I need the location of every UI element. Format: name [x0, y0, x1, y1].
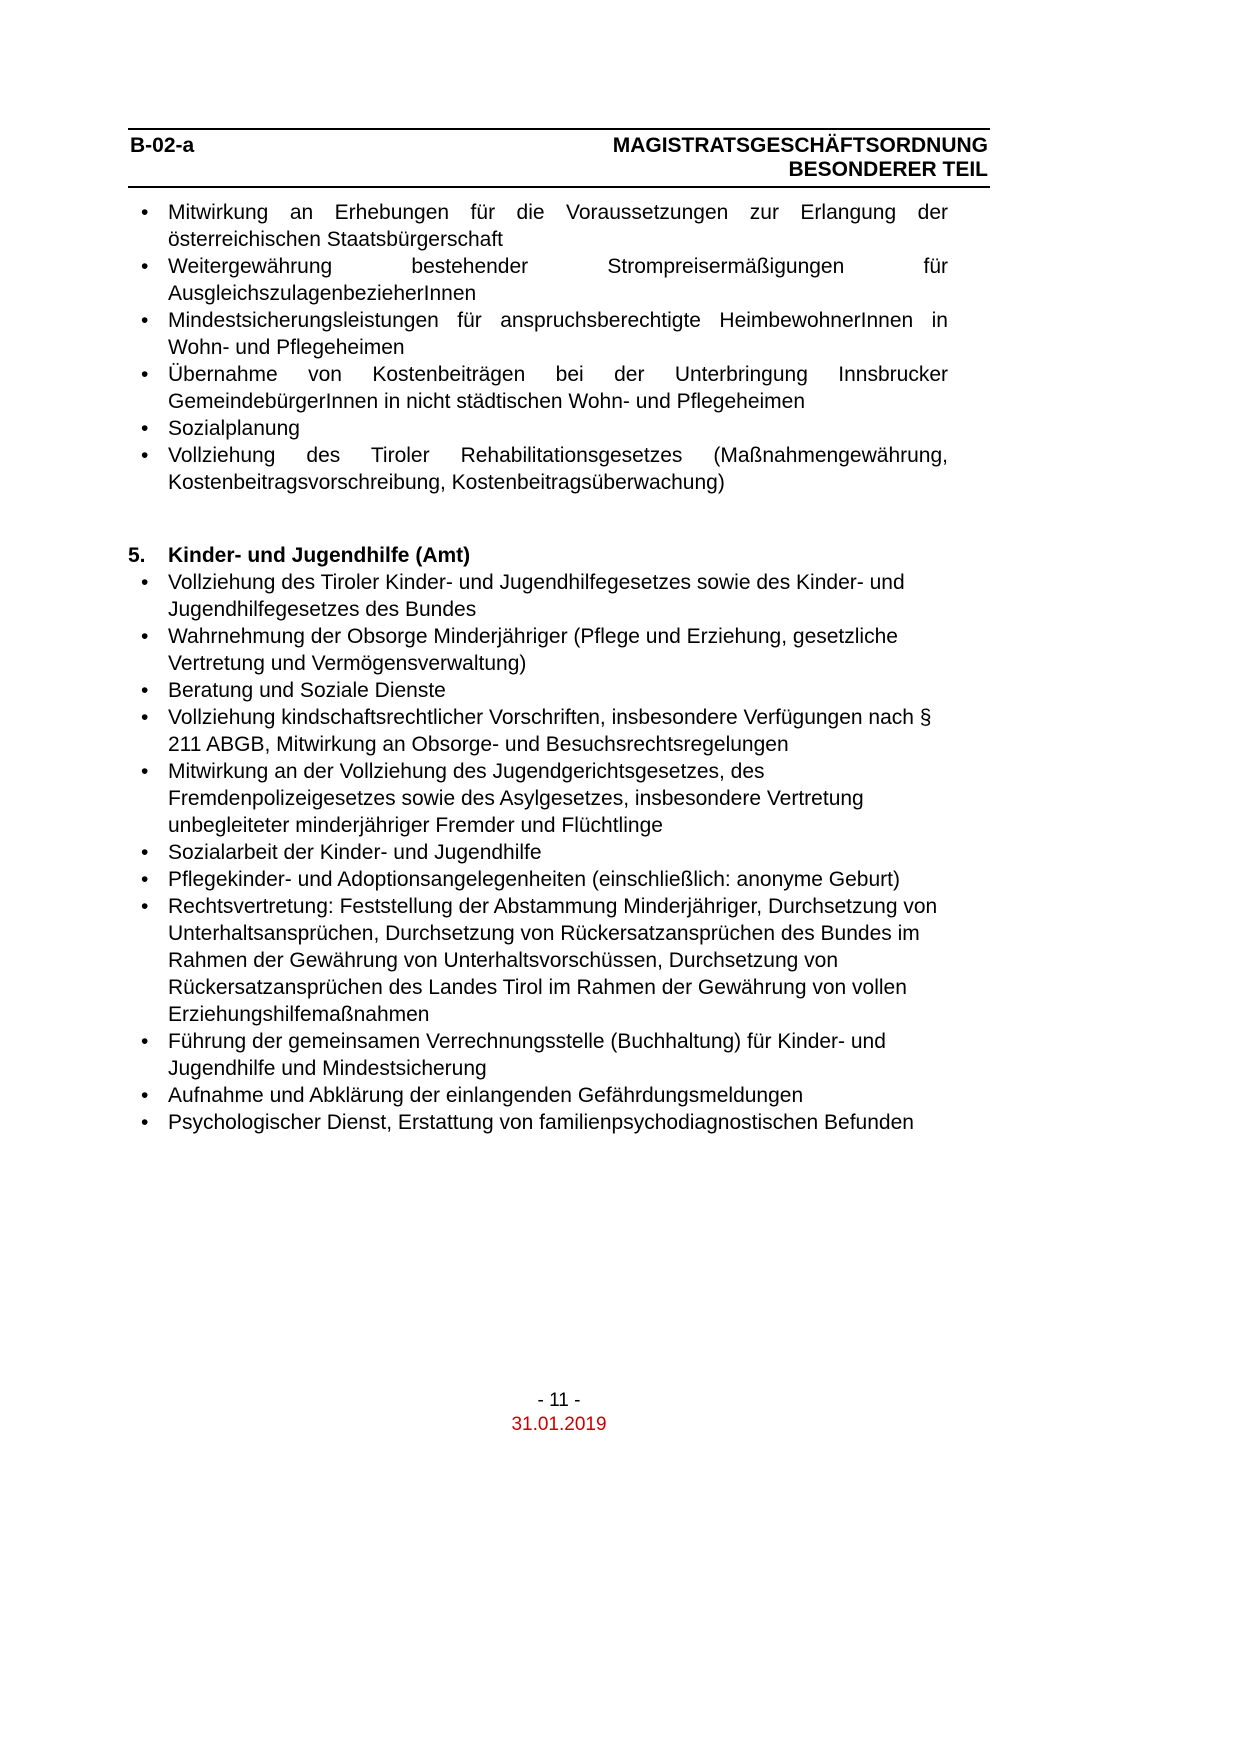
bullet-marker: •: [141, 868, 149, 891]
bullet-marker: •: [141, 201, 149, 224]
document-header: [128, 128, 990, 188]
list-item: [128, 623, 948, 677]
bullet-marker: •: [141, 1084, 149, 1107]
list-item: [128, 1028, 948, 1082]
list-item-text: Sozialplanung: [168, 417, 300, 440]
list-item-text: Mitwirkung an Erhebungen für die Voraussetzungen zur Erlangung der österreichischen Staatsbürgerschaft: [168, 201, 948, 251]
list-item-text: Rechtsvertretung: Feststellung der Abstammung Minderjähriger, Durchsetzung von Unterhaltsansprüchen, Durchsetzung von Rückersatzansprüchen des Bundes im Rahmen der Gewährung von Unterhaltsvorschüssen, Durchsetzung von Rückersatzansprüchen des Landes Tirol im Rahmen der Gewährung von vollen Erziehungshilfemaßnahmen: [168, 895, 938, 1026]
document-title-line1: MAGISTRATSGESCHÄFTSORDNUNG: [612, 134, 988, 157]
bullet-marker: •: [141, 363, 149, 386]
document-title: [613, 134, 988, 182]
list-item: [128, 307, 948, 361]
bullet-marker: •: [141, 760, 149, 783]
bullet-marker: •: [141, 309, 149, 332]
bullet-list-2: [128, 569, 948, 1136]
bullet-marker: •: [141, 1030, 149, 1053]
bullet-marker: •: [141, 841, 149, 864]
list-item: [128, 893, 948, 1028]
list-item-text: Sozialarbeit der Kinder- und Jugendhilfe: [168, 841, 542, 864]
list-item-text: Weitergewährung bestehender Strompreisermäßigungen für AusgleichszulagenbezieherInnen: [168, 255, 948, 305]
list-item: [128, 199, 948, 253]
list-item-text: Vollziehung kindschaftsrechtlicher Vorschriften, insbesondere Verfügungen nach § 211 ABGB, Mitwirkung an Obsorge- und Besuchsrechtsregelungen: [168, 706, 932, 756]
list-item-text: Aufnahme und Abklärung der einlangenden Gefährdungsmeldungen: [168, 1084, 804, 1107]
bullet-marker: •: [141, 625, 149, 648]
list-item: [128, 1082, 948, 1109]
bullet-marker: •: [141, 255, 149, 278]
list-item-text: Vollziehung des Tiroler Rehabilitationsgesetzes (Maßnahmengewährung, Kostenbeitragsvorschreibung, Kostenbeitragsüberwachung): [168, 444, 948, 494]
document-body: [128, 199, 948, 1136]
list-item: [128, 1109, 948, 1136]
list-item-text: Führung der gemeinsamen Verrechnungsstelle (Buchhaltung) für Kinder- und Jugendhilfe und Mindestsicherung: [168, 1030, 886, 1080]
list-item-text: Psychologischer Dienst, Erstattung von familienpsychodiagnostischen Befunden: [168, 1111, 914, 1134]
list-item: [128, 758, 948, 839]
bullet-marker: •: [141, 417, 149, 440]
list-item: [128, 415, 948, 442]
list-item-text: Mindestsicherungsleistungen für anspruchsberechtigte HeimbewohnerInnen in Wohn- und Pflegeheimen: [168, 309, 948, 359]
page-number: - 11 -: [537, 1390, 581, 1411]
list-item-text: Vollziehung des Tiroler Kinder- und Jugendhilfegesetzes sowie des Kinder- und Jugendhilfegesetzes des Bundes: [168, 571, 905, 621]
page-footer: [128, 1389, 990, 1437]
document-title-line2: BESONDERER TEIL: [788, 158, 988, 181]
list-item-text: Beratung und Soziale Dienste: [168, 679, 446, 702]
list-item-text: Wahrnehmung der Obsorge Minderjähriger (Pflege und Erziehung, gesetzliche Vertretung und Vermögensverwaltung): [168, 625, 898, 675]
list-item: [128, 442, 948, 496]
bullet-marker: •: [141, 1111, 149, 1134]
bullet-marker: •: [141, 679, 149, 702]
section-number: 5.: [128, 544, 146, 567]
bullet-list-1: [128, 199, 948, 496]
list-item-text: Pflegekinder- und Adoptionsangelegenheiten (einschließlich: anonyme Geburt): [168, 868, 900, 891]
footer-date: 31.01.2019: [511, 1414, 607, 1435]
list-item: [128, 677, 948, 704]
section-title: Kinder- und Jugendhilfe (Amt): [168, 544, 471, 567]
bullet-marker: •: [141, 571, 149, 594]
list-item: [128, 839, 948, 866]
bullet-marker: •: [141, 444, 149, 467]
bullet-marker: •: [141, 706, 149, 729]
list-item: [128, 866, 948, 893]
list-item-text: Übernahme von Kostenbeiträgen bei der Unterbringung Innsbrucker GemeindebürgerInnen in nicht städtischen Wohn- und Pflegeheimen: [168, 363, 948, 413]
list-item: [128, 253, 948, 307]
list-item: [128, 569, 948, 623]
document-code: B-02-a: [130, 134, 195, 157]
list-item: [128, 704, 948, 758]
list-item-text: Mitwirkung an der Vollziehung des Jugendgerichtsgesetzes, des Fremdenpolizeigesetzes sowie des Asylgesetzes, insbesondere Vertretung unbegleiteter minderjähriger Fremder und Flüchtlinge: [168, 760, 864, 837]
bullet-marker: •: [141, 895, 149, 918]
list-item: [128, 361, 948, 415]
section-heading: [128, 542, 948, 569]
